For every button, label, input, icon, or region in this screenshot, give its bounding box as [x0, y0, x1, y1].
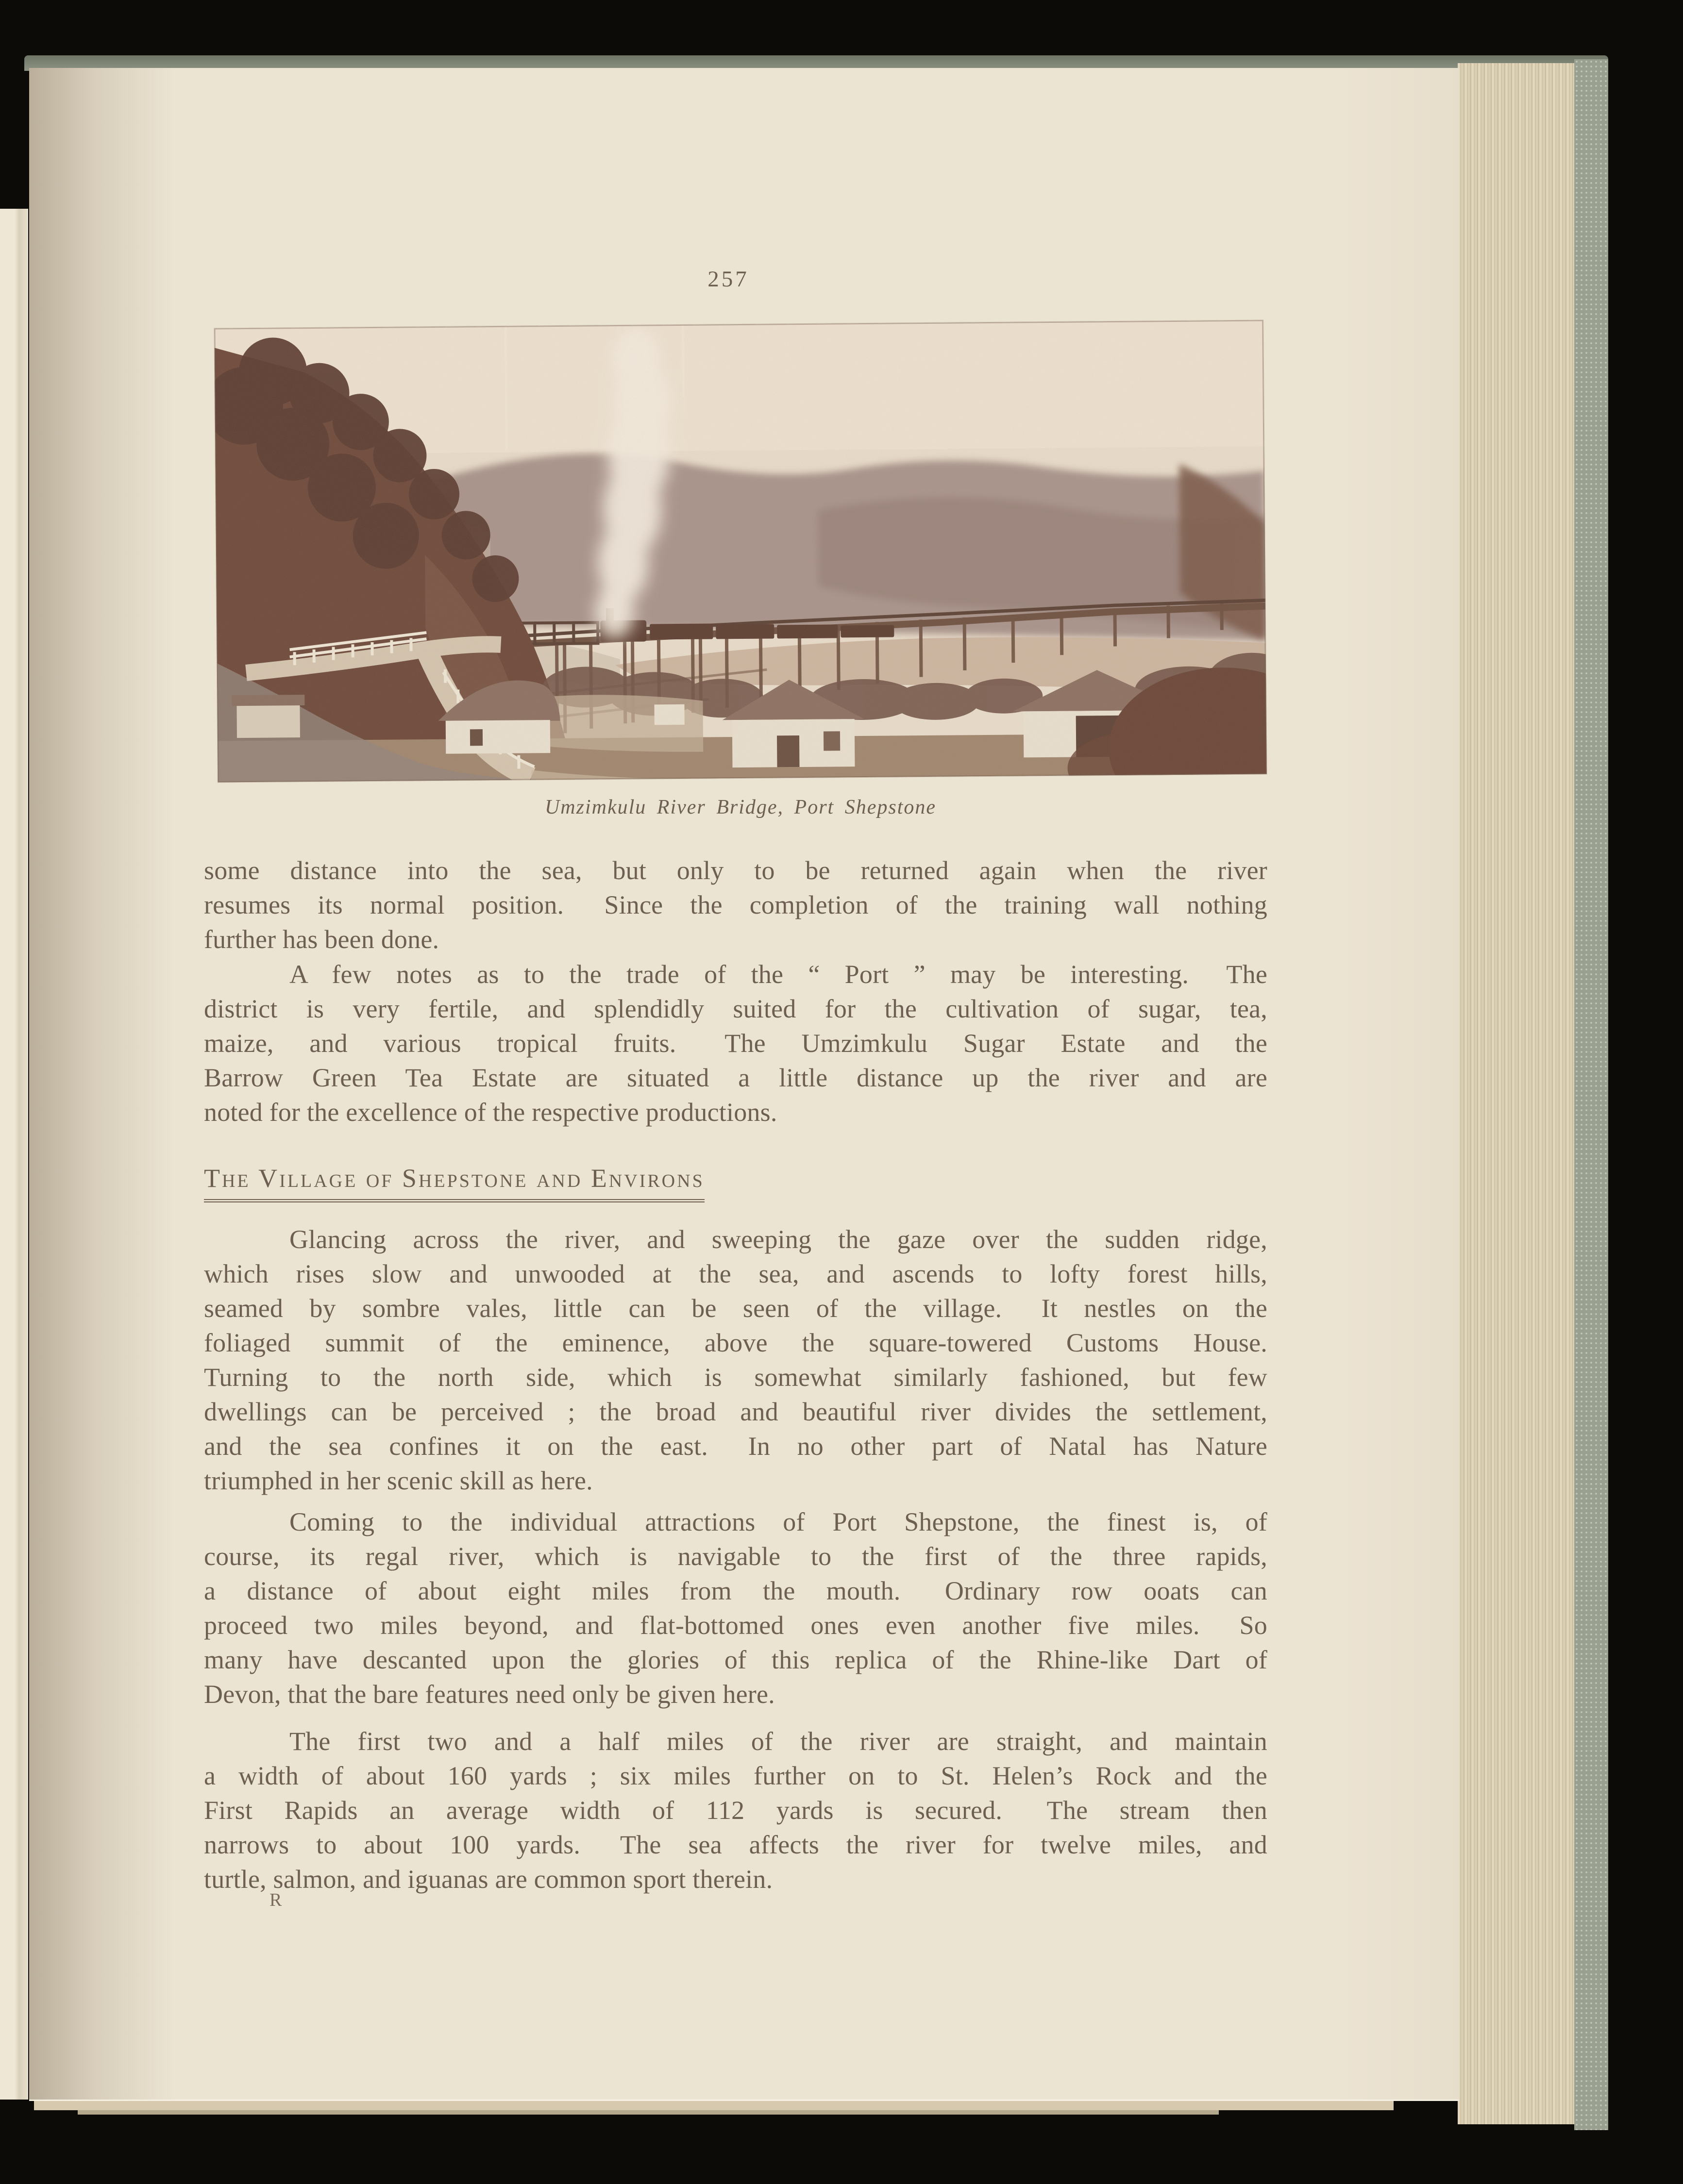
paragraph [204, 957, 1267, 1130]
paragraph [204, 853, 1267, 957]
section-heading: The Village of Shepstone and Environs [204, 1163, 705, 1202]
text-line: narrows to about 100 yards. The sea affects the river for twelve miles, and [204, 1830, 1267, 1859]
paragraph [204, 1222, 1267, 1498]
photo-grain [214, 320, 1266, 783]
text-line: Barrow Green Tea Estate are situated a little distance up the river and are [204, 1063, 1267, 1092]
photograph-art [214, 320, 1266, 783]
text-line: A few notes as to the trade of the “ Port ” may be interesting. The [289, 960, 1267, 989]
text-line: a distance of about eight miles from the mouth. Ordinary row ooats can [204, 1576, 1267, 1605]
photograph [214, 320, 1266, 783]
page-stack-bottom-edge-2 [78, 2110, 1219, 2115]
text-line: course, its regal river, which is navigable to the first of the three rapids, [204, 1542, 1267, 1571]
text-line: Turning to the north side, which is somewhat similarly fashioned, but few [204, 1363, 1267, 1392]
text-line: district is very fertile, and splendidly suited for the cultivation of sugar, tea, [204, 994, 1267, 1023]
text-line: further has been done. [204, 925, 439, 954]
paragraph [204, 1505, 1267, 1712]
page-number: 257 [707, 267, 749, 292]
page-stack-bottom-edge [34, 2101, 1394, 2110]
text-line: Glancing across the river, and sweeping the gaze over the sudden ridge, [289, 1225, 1267, 1254]
text-line: a width of about 160 yards ; six miles further on to St. Helen’s Rock and the [204, 1761, 1267, 1790]
printers-signature-mark: R [269, 1890, 283, 1910]
text-line: The first two and a half miles of the river are straight, and maintain [289, 1727, 1267, 1756]
text-line: dwellings can be perceived ; the broad and beautiful river divides the settlement, [204, 1397, 1267, 1426]
text-line: and the sea confines it on the east. In no other part of Natal has Nature [204, 1432, 1267, 1461]
text-line: Devon, that the bare features need only be given here. [204, 1680, 775, 1709]
text-line: foliaged summit of the eminence, above the square-towered Customs House. [204, 1328, 1267, 1357]
text-line: maize, and various tropical fruits. The Umzimkulu Sugar Estate and the [204, 1029, 1267, 1058]
text-line: which rises slow and unwooded at the sea, and ascends to lofty forest hills, [204, 1259, 1267, 1288]
text-line: Coming to the individual attractions of Port Shepstone, the finest is, of [289, 1507, 1267, 1536]
text-line: noted for the excellence of the respective productions. [204, 1098, 777, 1127]
text-line: First Rapids an average width of 112 yards is secured. The stream then [204, 1796, 1267, 1825]
text-line: proceed two miles beyond, and flat-bottomed ones even another five miles. So [204, 1611, 1267, 1640]
facing-page-edge [0, 209, 28, 2100]
paragraph [204, 1724, 1267, 1897]
text-line: triumphed in her scenic skill as here. [204, 1466, 593, 1495]
text-line: seamed by sombre vales, little can be seen of the village. It nestles on the [204, 1294, 1267, 1323]
book-page [29, 68, 1459, 2100]
text-line: resumes its normal position. Since the completion of the training wall nothing [204, 890, 1267, 919]
text-line: some distance into the sea, but only to be returned again when the river [204, 856, 1267, 885]
photo-caption: Umzimkulu River Bridge, Port Shepstone [544, 796, 937, 818]
book-cover-right-edge [1574, 59, 1608, 2130]
text-line: turtle, salmon, and iguanas are common sport therein. [204, 1865, 773, 1894]
text-line: many have descanted upon the glories of this replica of the Rhine-like Dart of [204, 1645, 1267, 1674]
page-stack-fore-edge [1458, 63, 1574, 2124]
